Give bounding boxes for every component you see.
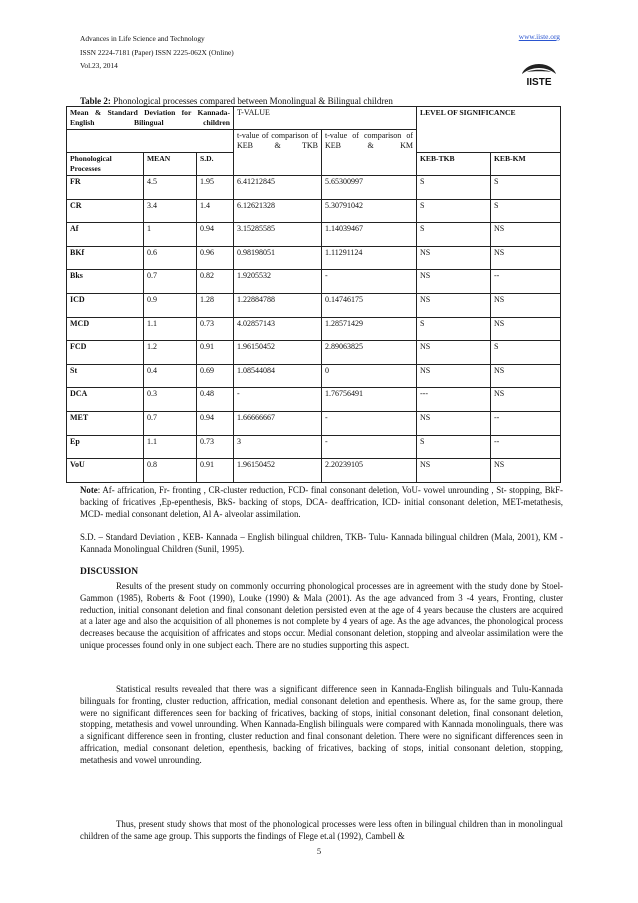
cell-sig-keb-tkb: S — [417, 223, 491, 247]
website-link[interactable]: www.iiste.org — [518, 32, 560, 41]
table-row — [67, 223, 561, 247]
cell-tvalue-keb-km: - — [322, 270, 417, 294]
cell-process: ICD — [67, 293, 144, 317]
header-process: Phonological Processes — [67, 153, 144, 176]
cell-sd: 0.96 — [197, 246, 234, 270]
iiste-logo — [519, 62, 559, 88]
cell-mean: 4.5 — [144, 176, 197, 200]
cell-sig-keb-tkb: S — [417, 176, 491, 200]
cell-sig-keb-km: S — [491, 176, 561, 200]
page-number: 5 — [316, 846, 322, 856]
cell-sig-keb-km: -- — [491, 270, 561, 294]
logo-text: IISTE — [526, 77, 552, 88]
cell-tvalue-keb-tkb: 1.9205532 — [234, 270, 322, 294]
table-row — [67, 199, 561, 223]
header-sd: S.D. — [197, 153, 234, 176]
cell-sd: 0.82 — [197, 270, 234, 294]
abbreviation-note: S.D. – Standard Deviation , KEB- Kannada – English bilingual children, TKB- Tulu- Kannada bilingual children (Mala, 2001), KM - Kannada Monolingual Children (Sunil, 1995). — [80, 532, 563, 554]
journal-header — [80, 32, 234, 73]
cell-sig-keb-km: NS — [491, 388, 561, 412]
note-text: : Af- affrication, Fr- fronting , CR-cluster reduction, FCD- final consonant deletion, VoU- vowel unrounding , St- stopping, BkF- backing of fricatives ,Ep-epenthesis, BkS- backing of stops, DCA- deaffrication, ICD- initial consonant deletion, MET-metathesis, MCD- medial consonant deletion, Al A- alveolar assimilation. — [80, 485, 563, 519]
cell-tvalue-keb-tkb: 1.96150452 — [234, 459, 322, 483]
table-caption-label: Table 2: — [80, 96, 111, 106]
cell-process: BKf — [67, 246, 144, 270]
header-mean: MEAN — [144, 153, 197, 176]
header-spacer — [67, 130, 234, 153]
discussion-p2-text: Statistical results revealed that there was a significant difference seen in Kannada-English bilinguals and Tulu-Kannada bilinguals for fronting, cluster reduction, affrication, medial consonant deletion and epenthesis. Where as, for the same group, there were no significant differences seen for backing of fricatives, backing of stops, initial consonant deletion, final consonant deletion, stopping, metathesis and vowel unrounding. When Kannada-English bilinguals were compared with Kannada monolinguals, there was a significant difference seen in fronting, cluster reduction and final consonant deletion. There were no significant differences seen in affrication, medial consonant deletion, epenthesis, backing of fricatives, backing of stops, initial consonant deletion, stopping, metathesis and vowel unrounding. — [80, 684, 563, 765]
journal-issn: ISSN 2224-7181 (Paper) ISSN 2225-062X (Online) — [80, 47, 234, 57]
cell-mean: 0.3 — [144, 388, 197, 412]
cell-tvalue-keb-km: 5.30791042 — [322, 199, 417, 223]
table-row — [67, 364, 561, 388]
phonological-process-table — [66, 106, 561, 483]
cell-tvalue-keb-km: 5.65300997 — [322, 176, 417, 200]
cell-mean: 1.1 — [144, 317, 197, 341]
cell-sig-keb-km: S — [491, 341, 561, 365]
table-caption-text: Phonological processes compared between Monolingual & Bilingual children — [113, 96, 393, 106]
cell-tvalue-keb-km: 0.14746175 — [322, 293, 417, 317]
discussion-heading: DISCUSSION — [80, 567, 139, 577]
journal-title: Advances in Life Science and Technology — [80, 34, 205, 43]
cell-tvalue-keb-tkb: 6.41212845 — [234, 176, 322, 200]
cell-tvalue-keb-km: 1.76756491 — [322, 388, 417, 412]
table-row — [67, 246, 561, 270]
cell-process: MCD — [67, 317, 144, 341]
cell-process: FR — [67, 176, 144, 200]
discussion-p3-text: Thus, present study shows that most of the phonological processes were less often in bilingual children than in monolingual children of the same age group. This supports the findings of Flege et.al (1992), Cambell & — [80, 819, 563, 841]
table-note — [80, 485, 563, 520]
cell-sd: 0.69 — [197, 364, 234, 388]
cell-sig-keb-tkb: --- — [417, 388, 491, 412]
cell-sig-keb-tkb: NS — [417, 270, 491, 294]
cell-mean: 0.6 — [144, 246, 197, 270]
cell-sig-keb-km: -- — [491, 435, 561, 459]
cell-process: Af — [67, 223, 144, 247]
note-label: Note — [80, 485, 98, 495]
table-caption — [80, 96, 393, 106]
cell-sd: 0.94 — [197, 411, 234, 435]
cell-sig-keb-tkb: S — [417, 199, 491, 223]
table-row — [67, 317, 561, 341]
cell-process: St — [67, 364, 144, 388]
table-row — [67, 411, 561, 435]
cell-tvalue-keb-tkb: 3 — [234, 435, 322, 459]
cell-sig-keb-km: S — [491, 199, 561, 223]
cell-sig-keb-km: -- — [491, 411, 561, 435]
cell-tvalue-keb-tkb: 4.02857143 — [234, 317, 322, 341]
cell-mean: 0.7 — [144, 270, 197, 294]
discussion-p1-text: Results of the present study on commonly occurring phonological processes are in agreement with the study done by Stoel-Gammon (1985), Roberts & Foot (1990), Louke (1990) & Mala (2001). As the age advanced from 3 -4 years, Fronting, cluster reduction, initial consonant deletion and final consonant deletion persisted even at the age of 4 years because the clusters are acquired at a later age and also the acquisition of all phonemes is not complete by 4 years of age. As the age advances, the phonological process decreases because the acquisition of affricates and stops occur. Medial consonant deletion, stopping and alveolar assimilation were the unique processes found only in one subject each. There are no studies supporting this aspect. — [80, 581, 563, 650]
cell-sd: 1.28 — [197, 293, 234, 317]
cell-sd: 0.73 — [197, 435, 234, 459]
cell-process: MET — [67, 411, 144, 435]
cell-tvalue-keb-tkb: 1.08544084 — [234, 364, 322, 388]
cell-sig-keb-km: NS — [491, 364, 561, 388]
cell-sd: 0.73 — [197, 317, 234, 341]
cell-mean: 1.2 — [144, 341, 197, 365]
discussion-paragraph-1 — [80, 581, 563, 652]
cell-process: CR — [67, 199, 144, 223]
cell-sig-keb-tkb: S — [417, 435, 491, 459]
cell-sd: 1.95 — [197, 176, 234, 200]
header-keb-km: KEB-KM — [491, 153, 561, 176]
header-tv-keb-tkb: t-value of comparison of KEB & TKB — [234, 130, 322, 176]
cell-sig-keb-km: NS — [491, 293, 561, 317]
table-row — [67, 388, 561, 412]
cell-sig-keb-tkb: NS — [417, 411, 491, 435]
table-row — [67, 435, 561, 459]
cell-process: FCD — [67, 341, 144, 365]
header-tvalue: T-VALUE — [234, 107, 417, 130]
cell-tvalue-keb-km: 2.89063825 — [322, 341, 417, 365]
cell-tvalue-keb-tkb: 6.12621328 — [234, 199, 322, 223]
cell-tvalue-keb-km: 2.20239105 — [322, 459, 417, 483]
cell-sig-keb-tkb: NS — [417, 364, 491, 388]
cell-tvalue-keb-km: 1.14039467 — [322, 223, 417, 247]
cell-sd: 0.48 — [197, 388, 234, 412]
cell-mean: 0.4 — [144, 364, 197, 388]
cell-tvalue-keb-tkb: - — [234, 388, 322, 412]
cell-sd: 0.91 — [197, 459, 234, 483]
cell-process: VoU — [67, 459, 144, 483]
cell-mean: 3.4 — [144, 199, 197, 223]
table-row — [67, 341, 561, 365]
cell-tvalue-keb-tkb: 1.96150452 — [234, 341, 322, 365]
cell-mean: 0.8 — [144, 459, 197, 483]
header-mean-sd: Mean & Standard Deviation for Kannada-English Bilingual children — [67, 107, 234, 130]
cell-sig-keb-km: NS — [491, 223, 561, 247]
cell-process: Bks — [67, 270, 144, 294]
cell-process: Ep — [67, 435, 144, 459]
cell-mean: 0.9 — [144, 293, 197, 317]
cell-tvalue-keb-tkb: 0.98198051 — [234, 246, 322, 270]
cell-sig-keb-tkb: NS — [417, 246, 491, 270]
table-body — [67, 176, 561, 483]
header-tv-keb-km: t-value of comparison of KEB & KM — [322, 130, 417, 176]
header-significance: LEVEL OF SIGNIFICANCE — [417, 107, 561, 153]
cell-sig-keb-tkb: NS — [417, 293, 491, 317]
cell-tvalue-keb-tkb: 1.22884788 — [234, 293, 322, 317]
table-row — [67, 459, 561, 483]
cell-mean: 1.1 — [144, 435, 197, 459]
cell-tvalue-keb-km: 1.28571429 — [322, 317, 417, 341]
cell-sd: 0.94 — [197, 223, 234, 247]
cell-sig-keb-tkb: NS — [417, 459, 491, 483]
cell-tvalue-keb-km: 1.11291124 — [322, 246, 417, 270]
cell-sig-keb-km: NS — [491, 459, 561, 483]
table-row — [67, 293, 561, 317]
cell-sig-keb-tkb: S — [417, 317, 491, 341]
cell-sig-keb-tkb: NS — [417, 341, 491, 365]
cell-tvalue-keb-km: - — [322, 435, 417, 459]
cell-sig-keb-km: NS — [491, 246, 561, 270]
cell-sig-keb-km: NS — [491, 317, 561, 341]
cell-process: DCA — [67, 388, 144, 412]
table-group-header-row — [67, 107, 561, 130]
cell-tvalue-keb-tkb: 3.15285585 — [234, 223, 322, 247]
discussion-paragraph-2 — [80, 684, 563, 767]
discussion-paragraph-3 — [80, 819, 563, 843]
cell-sd: 1.4 — [197, 199, 234, 223]
cell-tvalue-keb-km: 0 — [322, 364, 417, 388]
header-keb-tkb: KEB-TKB — [417, 153, 491, 176]
cell-tvalue-keb-km: - — [322, 411, 417, 435]
table-row — [67, 176, 561, 200]
cell-sd: 0.91 — [197, 341, 234, 365]
journal-volume: Vol.23, 2014 — [80, 61, 118, 70]
cell-mean: 0.7 — [144, 411, 197, 435]
cell-mean: 1 — [144, 223, 197, 247]
table-row — [67, 270, 561, 294]
cell-tvalue-keb-tkb: 1.66666667 — [234, 411, 322, 435]
